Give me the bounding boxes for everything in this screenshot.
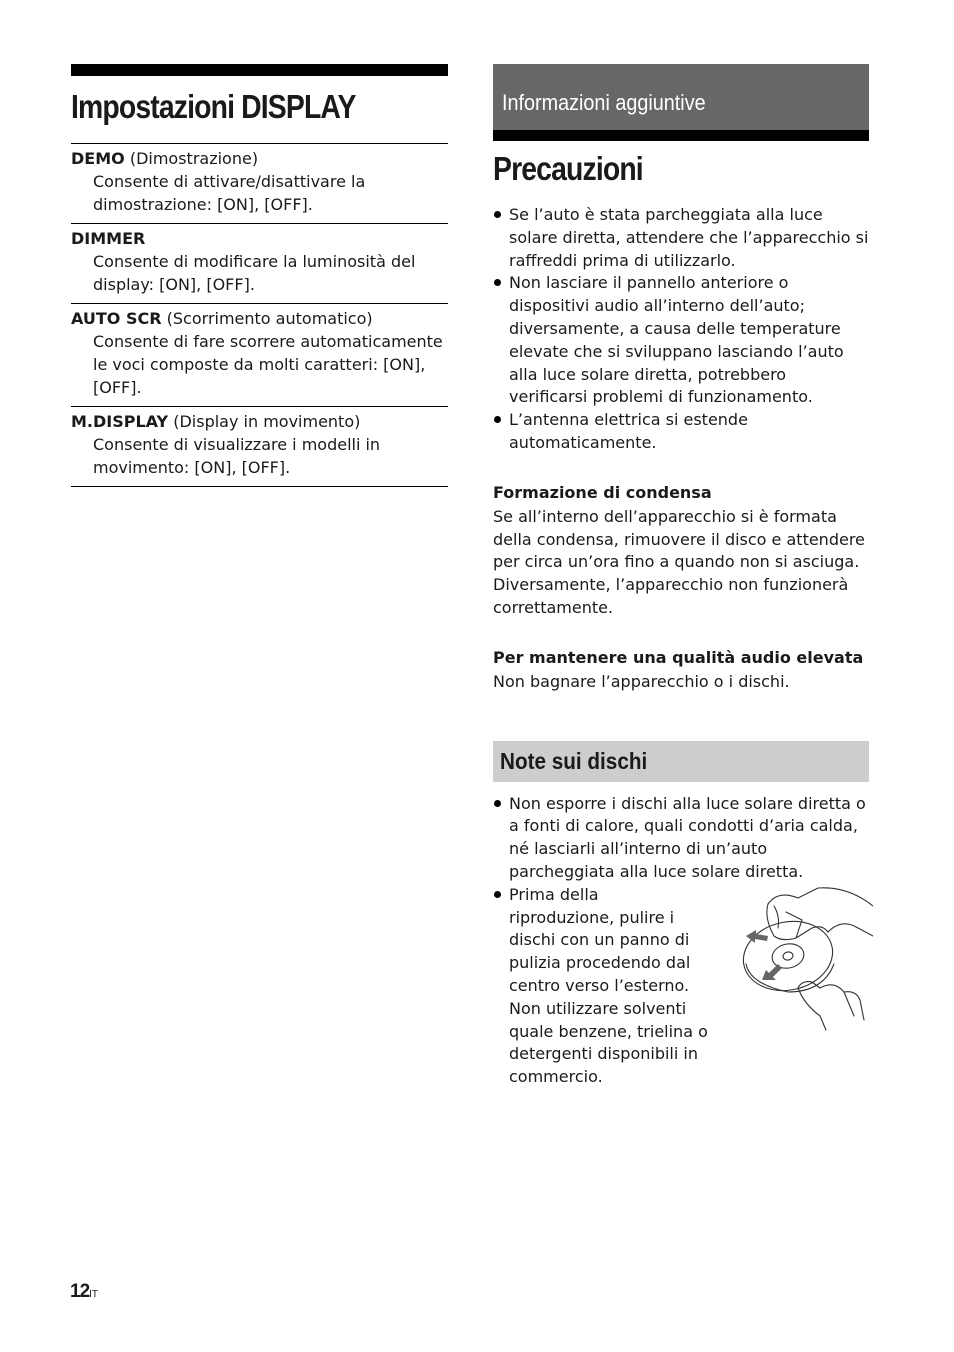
setting-key: DEMO xyxy=(71,149,125,168)
section-bar xyxy=(493,130,869,141)
setting-auto-scr xyxy=(71,304,448,407)
setting-demo xyxy=(71,144,448,224)
setting-key: DIMMER xyxy=(71,229,146,248)
precauzioni-title: Precauzioni xyxy=(493,150,643,187)
setting-desc: Consente di modificare la luminosità del display: [ON], [OFF]. xyxy=(93,252,416,294)
page-number-value: 12 xyxy=(70,1281,90,1302)
condensa-text: Se all’interno dell’apparecchio si è formata della condensa, rimuovere il disco e attendere per circa un’ora fino a quando non si asciuga. Diversamente, l’apparecchio non funzionerà correttamente. xyxy=(493,506,865,617)
left-column xyxy=(71,64,448,487)
title-bar xyxy=(71,64,448,76)
list-item: Non esporre i dischi alla luce solare diretta o a fonti di calore, quali condotti d’aria calda, né lasciarli all’interno di un’auto parcheggiata alla luce solare diretta. xyxy=(493,793,869,884)
dischi-list-2 xyxy=(493,884,708,1089)
setting-desc: Consente di visualizzare i modelli in movimento: [ON], [OFF]. xyxy=(93,435,381,477)
section-header-label: Note sui dischi xyxy=(500,747,648,774)
setting-paren: (Scorrimento automatico) xyxy=(166,309,373,328)
qualita-heading: Per mantenere una qualità audio elevata xyxy=(493,647,864,667)
section-header-dischi xyxy=(493,741,869,782)
dischi-list xyxy=(493,793,869,884)
disc-cleaning-illustration xyxy=(738,884,873,1034)
list-item: Se l’auto è stata parcheggiata alla luce solare diretta, attendere che l’apparecchio si raffreddi prima di utilizzarlo. xyxy=(493,204,869,272)
page-language-code: IT xyxy=(89,1289,99,1300)
setting-desc: Consente di fare scorrere automaticamente le voci composte da molti caratteri: [ON], [OFF]. xyxy=(93,332,443,397)
section-header-label: Informazioni aggiuntive xyxy=(502,90,706,115)
setting-desc: Consente di attivare/disattivare la dimostrazione: [ON], [OFF]. xyxy=(93,172,366,214)
list-item: L’antenna elettrica si estende automaticamente. xyxy=(493,409,869,455)
list-item: Prima della riproduzione, pulire i dischi con un panno di pulizia procedendo dal centro verso l’esterno. Non utilizzare solventi quale benzene, trielina o detergenti disponibili in commercio. xyxy=(493,884,708,1089)
right-column xyxy=(493,64,869,1089)
setting-key: AUTO SCR xyxy=(71,309,162,328)
setting-dimmer xyxy=(71,224,448,304)
setting-paren: (Dimostrazione) xyxy=(129,149,259,168)
qualita-text: Non bagnare l’apparecchio o i dischi. xyxy=(493,671,790,691)
precauzioni-list xyxy=(493,204,869,455)
setting-m-display xyxy=(71,407,448,487)
list-item: Non lasciare il pannello anteriore o dispositivi audio all’interno dell’auto; diversamente, a causa delle temperature elevate che si sviluppano lasciando l’auto alla luce solare diretta, potrebbero verificarsi problemi di funzionamento. xyxy=(493,272,869,409)
setting-paren: (Display in movimento) xyxy=(173,412,361,431)
cleaning-block xyxy=(493,884,869,1089)
condensa-heading: Formazione di condensa xyxy=(493,482,712,502)
section-header-informazioni xyxy=(493,64,869,130)
settings-list xyxy=(71,143,448,487)
page-number xyxy=(70,1281,98,1303)
setting-key: M.DISPLAY xyxy=(71,412,169,431)
page-title: Impostazioni DISPLAY xyxy=(71,88,356,125)
